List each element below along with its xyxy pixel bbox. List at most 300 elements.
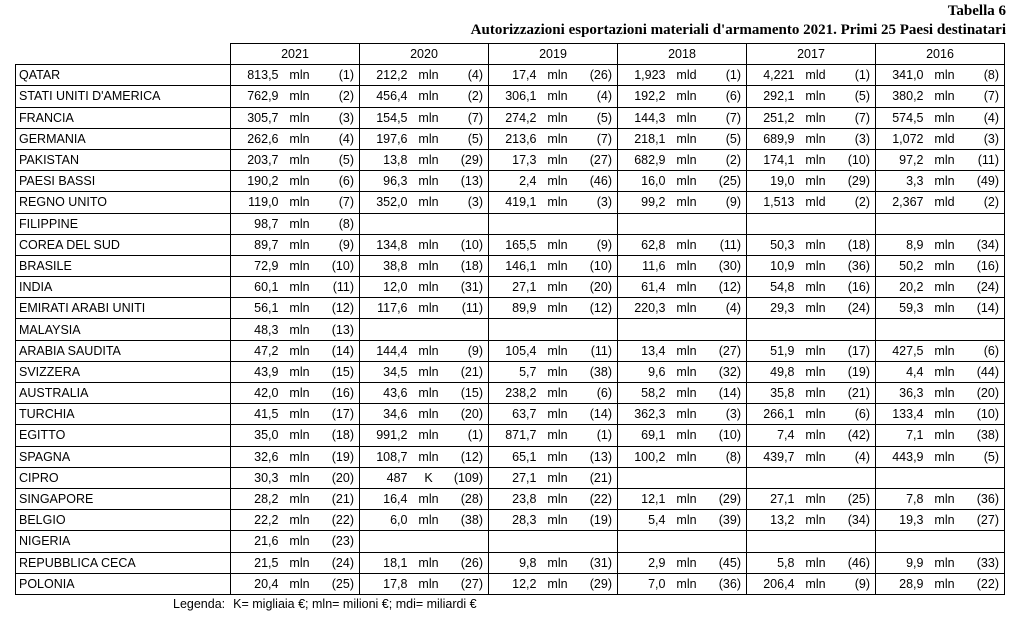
value-cell: 28,2 (231, 488, 283, 509)
unit-cell: mln (412, 404, 446, 425)
unit-cell: mld (799, 65, 833, 86)
unit-cell: mln (670, 277, 704, 298)
value-cell: 43,9 (231, 361, 283, 382)
unit-cell: mln (799, 510, 833, 531)
rank-cell: (42) (833, 425, 876, 446)
rank-cell: (13) (575, 446, 618, 467)
unit-cell: mln (670, 86, 704, 107)
unit-cell: mln (541, 107, 575, 128)
unit-cell: mln (541, 488, 575, 509)
country-cell: CIPRO (16, 467, 231, 488)
value-cell: 762,9 (231, 86, 283, 107)
rank-cell: (20) (317, 467, 360, 488)
unit-cell: mln (928, 277, 962, 298)
unit-cell: mln (412, 552, 446, 573)
table-row (16, 86, 1005, 107)
rank-cell: (4) (446, 65, 489, 86)
value-cell: 16,0 (618, 171, 670, 192)
table-row (16, 510, 1005, 531)
value-cell (747, 531, 799, 552)
country-cell: REPUBBLICA CECA (16, 552, 231, 573)
rank-cell: (29) (833, 171, 876, 192)
value-cell: 17,4 (489, 65, 541, 86)
value-cell: 1,513 (747, 192, 799, 213)
rank-cell (704, 213, 747, 234)
value-cell: 251,2 (747, 107, 799, 128)
unit-cell: mln (670, 107, 704, 128)
unit-cell: mln (670, 425, 704, 446)
unit-cell: mln (283, 319, 317, 340)
value-cell: 3,3 (876, 171, 928, 192)
value-cell: 100,2 (618, 446, 670, 467)
unit-cell: mln (412, 192, 446, 213)
table-row (16, 213, 1005, 234)
unit-cell: mln (412, 446, 446, 467)
value-cell: 49,8 (747, 361, 799, 382)
unit-cell: mln (799, 149, 833, 170)
table-row (16, 255, 1005, 276)
value-cell (747, 213, 799, 234)
table-title: Autorizzazioni esportazioni materiali d'armamento 2021. Primi 25 Paesi destinatari (470, 22, 1006, 38)
value-cell: 352,0 (360, 192, 412, 213)
table-row (16, 488, 1005, 509)
rank-cell: (9) (575, 234, 618, 255)
value-cell: 443,9 (876, 446, 928, 467)
rank-cell: (29) (446, 149, 489, 170)
rank-cell: (45) (704, 552, 747, 573)
rank-cell: (6) (317, 171, 360, 192)
unit-cell: mln (412, 86, 446, 107)
unit-cell: mln (283, 340, 317, 361)
unit-cell: mln (799, 552, 833, 573)
rank-cell: (16) (317, 383, 360, 404)
rank-cell: (2) (704, 149, 747, 170)
unit-cell: mln (928, 86, 962, 107)
value-cell: 144,4 (360, 340, 412, 361)
rank-cell: (5) (446, 128, 489, 149)
value-cell: 97,2 (876, 149, 928, 170)
unit-cell: mln (928, 65, 962, 86)
unit-cell (928, 531, 962, 552)
value-cell: 51,9 (747, 340, 799, 361)
value-cell: 165,5 (489, 234, 541, 255)
value-cell: 2,4 (489, 171, 541, 192)
rank-cell: (7) (704, 107, 747, 128)
unit-cell: mln (412, 298, 446, 319)
rank-cell (704, 319, 747, 340)
country-cell: POLONIA (16, 573, 231, 594)
unit-cell: mln (283, 510, 317, 531)
rank-cell: (3) (704, 404, 747, 425)
value-cell: 9,8 (489, 552, 541, 573)
value-cell: 32,6 (231, 446, 283, 467)
legend-text: K= migliaia €; mln= milioni €; mdi= miliardi € (233, 597, 477, 611)
unit-cell: mln (283, 255, 317, 276)
value-cell: 2,367 (876, 192, 928, 213)
rank-cell: (11) (317, 277, 360, 298)
unit-cell: mln (799, 255, 833, 276)
rank-cell: (4) (962, 107, 1005, 128)
unit-cell: mln (541, 340, 575, 361)
rank-cell: (22) (575, 488, 618, 509)
unit-cell: mln (412, 171, 446, 192)
value-cell: 16,4 (360, 488, 412, 509)
rank-cell: (11) (575, 340, 618, 361)
rank-cell: (20) (446, 404, 489, 425)
rank-cell: (31) (446, 277, 489, 298)
value-cell: 991,2 (360, 425, 412, 446)
value-cell (618, 467, 670, 488)
rank-cell (446, 319, 489, 340)
value-cell: 5,8 (747, 552, 799, 573)
rank-cell: (9) (317, 234, 360, 255)
year-header: 2018 (618, 44, 747, 65)
value-cell: 18,1 (360, 552, 412, 573)
rank-cell: (25) (317, 573, 360, 594)
value-cell: 41,5 (231, 404, 283, 425)
header-row (16, 44, 1005, 65)
country-cell: COREA DEL SUD (16, 234, 231, 255)
rank-cell: (1) (446, 425, 489, 446)
rank-cell (962, 213, 1005, 234)
unit-cell: mln (799, 404, 833, 425)
value-cell: 813,5 (231, 65, 283, 86)
rank-cell: (18) (317, 425, 360, 446)
rank-cell: (27) (704, 340, 747, 361)
unit-cell: K (412, 467, 446, 488)
rank-cell: (36) (833, 255, 876, 276)
table-row (16, 383, 1005, 404)
exports-table (15, 43, 1005, 595)
rank-cell: (12) (704, 277, 747, 298)
unit-cell: mln (412, 107, 446, 128)
unit-cell: mln (799, 488, 833, 509)
rank-cell: (22) (962, 573, 1005, 594)
unit-cell: mln (283, 488, 317, 509)
unit-cell: mld (928, 192, 962, 213)
value-cell: 6,0 (360, 510, 412, 531)
value-cell (876, 319, 928, 340)
rank-cell: (10) (317, 255, 360, 276)
value-cell: 9,9 (876, 552, 928, 573)
rank-cell: (8) (704, 446, 747, 467)
unit-cell (670, 319, 704, 340)
rank-cell: (11) (446, 298, 489, 319)
value-cell: 22,2 (231, 510, 283, 531)
value-cell: 20,4 (231, 573, 283, 594)
rank-cell: (11) (704, 234, 747, 255)
table-row (16, 149, 1005, 170)
unit-cell: mln (541, 65, 575, 86)
value-cell: 7,1 (876, 425, 928, 446)
rank-cell: (10) (704, 425, 747, 446)
rank-cell: (19) (575, 510, 618, 531)
unit-cell: mln (541, 255, 575, 276)
rank-cell: (28) (446, 488, 489, 509)
value-cell (360, 213, 412, 234)
unit-cell: mld (670, 65, 704, 86)
rank-cell: (3) (317, 107, 360, 128)
rank-cell: (29) (704, 488, 747, 509)
unit-cell: mln (283, 361, 317, 382)
unit-cell: mln (670, 298, 704, 319)
value-cell: 1,923 (618, 65, 670, 86)
unit-cell: mln (283, 573, 317, 594)
value-cell: 362,3 (618, 404, 670, 425)
rank-cell: (36) (962, 488, 1005, 509)
rank-cell: (38) (446, 510, 489, 531)
rank-cell: (19) (317, 446, 360, 467)
value-cell: 50,2 (876, 255, 928, 276)
unit-cell: mln (670, 404, 704, 425)
value-cell: 574,5 (876, 107, 928, 128)
unit-cell: mln (412, 234, 446, 255)
unit-cell: mln (541, 425, 575, 446)
rank-cell: (15) (317, 361, 360, 382)
value-cell: 305,7 (231, 107, 283, 128)
value-cell: 206,4 (747, 573, 799, 594)
country-cell: TURCHIA (16, 404, 231, 425)
country-cell: EGITTO (16, 425, 231, 446)
value-cell: 30,3 (231, 467, 283, 488)
value-cell: 108,7 (360, 446, 412, 467)
unit-cell: mln (799, 107, 833, 128)
table-row (16, 128, 1005, 149)
rank-cell: (33) (962, 552, 1005, 573)
rank-cell: (23) (317, 531, 360, 552)
value-cell: 117,6 (360, 298, 412, 319)
rank-cell: (32) (704, 361, 747, 382)
rank-cell: (27) (575, 149, 618, 170)
value-cell (747, 319, 799, 340)
value-cell: 20,2 (876, 277, 928, 298)
value-cell: 4,4 (876, 361, 928, 382)
unit-cell: mln (928, 107, 962, 128)
value-cell (747, 467, 799, 488)
value-cell: 341,0 (876, 65, 928, 86)
rank-cell: (46) (833, 552, 876, 573)
value-cell: 69,1 (618, 425, 670, 446)
rank-cell: (3) (962, 128, 1005, 149)
unit-cell: mln (799, 128, 833, 149)
table-row (16, 573, 1005, 594)
table-row (16, 404, 1005, 425)
table-number: Tabella 6 (947, 3, 1006, 19)
value-cell: 13,2 (747, 510, 799, 531)
unit-cell: mld (799, 192, 833, 213)
unit-cell (799, 531, 833, 552)
unit-cell: mln (670, 171, 704, 192)
unit-cell: mln (670, 446, 704, 467)
value-cell: 17,3 (489, 149, 541, 170)
value-cell: 48,3 (231, 319, 283, 340)
rank-cell: (19) (833, 361, 876, 382)
rank-cell: (1) (833, 65, 876, 86)
rank-cell: (16) (962, 255, 1005, 276)
country-cell: FRANCIA (16, 107, 231, 128)
unit-cell: mln (928, 298, 962, 319)
value-cell: 36,3 (876, 383, 928, 404)
value-cell: 89,9 (489, 298, 541, 319)
unit-cell: mln (283, 552, 317, 573)
value-cell: 7,0 (618, 573, 670, 594)
value-cell: 262,6 (231, 128, 283, 149)
value-cell: 146,1 (489, 255, 541, 276)
rank-cell: (18) (446, 255, 489, 276)
value-cell: 266,1 (747, 404, 799, 425)
rank-cell: (5) (704, 128, 747, 149)
table-body (16, 65, 1005, 595)
value-cell: 21,6 (231, 531, 283, 552)
value-cell: 10,9 (747, 255, 799, 276)
rank-cell: (1) (575, 425, 618, 446)
rank-cell: (25) (704, 171, 747, 192)
unit-cell: mln (799, 446, 833, 467)
value-cell: 34,5 (360, 361, 412, 382)
value-cell: 419,1 (489, 192, 541, 213)
unit-cell: mln (928, 573, 962, 594)
unit-cell (928, 213, 962, 234)
value-cell: 23,8 (489, 488, 541, 509)
rank-cell: (24) (833, 298, 876, 319)
rank-cell: (26) (446, 552, 489, 573)
rank-cell: (17) (317, 404, 360, 425)
unit-cell: mln (412, 128, 446, 149)
rank-cell: (21) (575, 467, 618, 488)
rank-cell: (4) (317, 128, 360, 149)
country-cell: REGNO UNITO (16, 192, 231, 213)
value-cell: 487 (360, 467, 412, 488)
value-cell: 190,2 (231, 171, 283, 192)
unit-cell: mln (799, 86, 833, 107)
unit-cell: mln (670, 383, 704, 404)
rank-cell: (7) (962, 86, 1005, 107)
value-cell: 12,2 (489, 573, 541, 594)
value-cell: 50,3 (747, 234, 799, 255)
table-row (16, 340, 1005, 361)
unit-cell (541, 319, 575, 340)
unit-cell: mln (799, 171, 833, 192)
value-cell: 174,1 (747, 149, 799, 170)
unit-cell: mln (928, 404, 962, 425)
rank-cell: (36) (704, 573, 747, 594)
rank-cell: (27) (962, 510, 1005, 531)
unit-cell: mln (928, 171, 962, 192)
value-cell: 19,3 (876, 510, 928, 531)
value-cell: 27,1 (489, 277, 541, 298)
country-cell: NIGERIA (16, 531, 231, 552)
unit-cell (670, 213, 704, 234)
unit-cell: mln (541, 171, 575, 192)
year-header: 2020 (360, 44, 489, 65)
rank-cell (575, 531, 618, 552)
rank-cell: (1) (317, 65, 360, 86)
value-cell: 72,9 (231, 255, 283, 276)
value-cell (360, 319, 412, 340)
unit-cell (799, 213, 833, 234)
rank-cell (575, 319, 618, 340)
table-row (16, 531, 1005, 552)
rank-cell: (1) (704, 65, 747, 86)
value-cell: 5,4 (618, 510, 670, 531)
rank-cell: (29) (575, 573, 618, 594)
value-cell: 203,7 (231, 149, 283, 170)
country-cell: QATAR (16, 65, 231, 86)
unit-cell: mln (799, 277, 833, 298)
rank-cell: (20) (575, 277, 618, 298)
rank-cell: (26) (575, 65, 618, 86)
unit-cell: mln (928, 234, 962, 255)
table-row (16, 107, 1005, 128)
rank-cell: (6) (962, 340, 1005, 361)
unit-cell: mln (928, 510, 962, 531)
rank-cell: (8) (317, 213, 360, 234)
unit-cell: mln (670, 192, 704, 213)
unit-cell: mln (928, 255, 962, 276)
unit-cell: mld (928, 128, 962, 149)
unit-cell: mln (412, 255, 446, 276)
value-cell (876, 213, 928, 234)
rank-cell (833, 213, 876, 234)
value-cell: 12,0 (360, 277, 412, 298)
unit-cell: mln (928, 552, 962, 573)
unit-cell: mln (283, 383, 317, 404)
country-cell: BELGIO (16, 510, 231, 531)
value-cell: 105,4 (489, 340, 541, 361)
rank-cell: (6) (575, 383, 618, 404)
rank-cell: (30) (704, 255, 747, 276)
rank-cell: (4) (704, 298, 747, 319)
value-cell: 13,8 (360, 149, 412, 170)
value-cell: 38,8 (360, 255, 412, 276)
unit-cell: mln (283, 107, 317, 128)
table-row (16, 425, 1005, 446)
value-cell: 427,5 (876, 340, 928, 361)
value-cell: 60,1 (231, 277, 283, 298)
value-cell (489, 531, 541, 552)
year-header: 2021 (231, 44, 360, 65)
rank-cell: (12) (446, 446, 489, 467)
header-corner (16, 44, 231, 65)
unit-cell: mln (799, 425, 833, 446)
rank-cell: (25) (833, 488, 876, 509)
rank-cell: (4) (575, 86, 618, 107)
value-cell: 1,072 (876, 128, 928, 149)
legend-label: Legenda: (173, 597, 226, 611)
rank-cell (833, 467, 876, 488)
rank-cell: (12) (317, 298, 360, 319)
value-cell: 54,8 (747, 277, 799, 298)
table-row (16, 298, 1005, 319)
rank-cell: (15) (446, 383, 489, 404)
unit-cell (799, 467, 833, 488)
rank-cell (833, 531, 876, 552)
rank-cell (575, 213, 618, 234)
table-row (16, 467, 1005, 488)
value-cell: 47,2 (231, 340, 283, 361)
value-cell: 212,2 (360, 65, 412, 86)
value-cell: 43,6 (360, 383, 412, 404)
rank-cell (446, 531, 489, 552)
unit-cell: mln (283, 298, 317, 319)
rank-cell: (20) (962, 383, 1005, 404)
unit-cell: mln (541, 552, 575, 573)
unit-cell (541, 531, 575, 552)
rank-cell: (22) (317, 510, 360, 531)
value-cell: 17,8 (360, 573, 412, 594)
value-cell: 62,8 (618, 234, 670, 255)
value-cell: 99,2 (618, 192, 670, 213)
